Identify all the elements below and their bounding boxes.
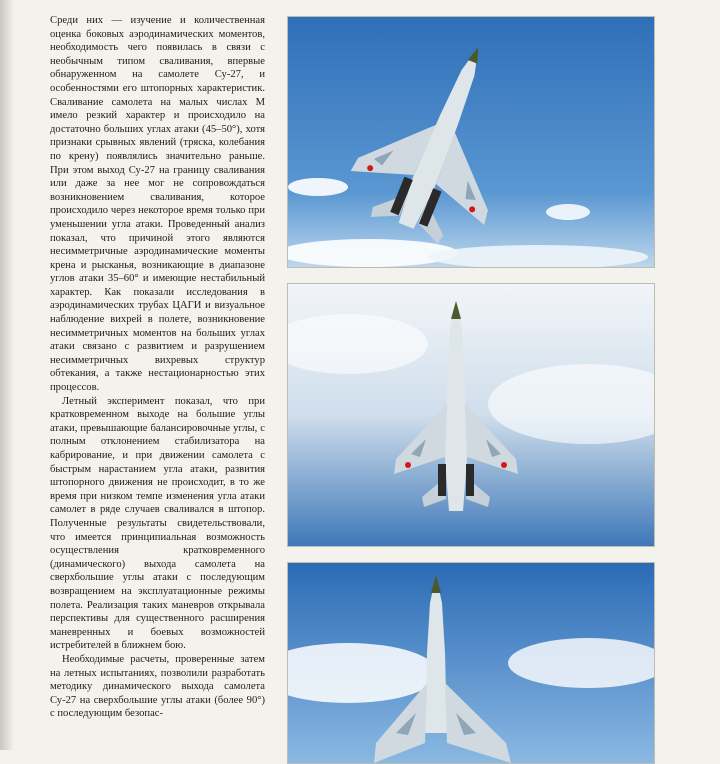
paragraph-1: Среди них — изучение и количественная оценка боковых аэродинамических моментов, необходимость чего появилась в связи с необычным типом сваливания, впервые обнаруженном на самолете Су-27, и особенностями его штопорных характеристик. Сваливание самолета на малых числах М имело резкий характер и происходило на достаточно больших углах атаки (45–50°), хотя признаки срывных явлений (тряска, колебания по крену) появлялись значительно раньше. При этом выход Су-27 на границу сваливания или даже за нее мог не сопровождаться возникновением сваливания, которое происходило через некоторое время только при уменьшении угла атаки. Проведенный анализ показал, что причиной этого являются несимметричные аэродинамические моменты крена и рысканья, возникающие в диапазоне углов атаки 35–60° и имеющие нестабильный характер. Как показали исследования в аэродинамических трубах ЦАГИ и визуальное наблюдение вихрей в полете, возникновение несимметричных моментов на больших углах атаки связано с развитием и разрушением несимметричных вихревых структур обтекания, а также нестационарностью этих процессов. (50, 15, 265, 394)
su27-photo-2 (287, 283, 655, 547)
paragraph-2: Летный эксперимент показал, что при кратковременном выходе на большие углы атаки, превышающие балансировочные углы, с полным отклонением стабилизатора на кабрирование, и при движении самолета с быстрым нарастанием угла атаки, развития штопорного движения не происходит, в то же время при низком темпе изменения угла атаки самолет в ряде случаев сваливался в штопор. Полученные результаты свидетельствовали, что имеется принципиальная возможность осуществления кратковременного (динамического) выхода самолета на сверхбольшие углы атаки с последующим возвращением на эксплуатационные режимы полета. Реализация таких маневров открывала перспективы для существенного расширения маневренных и боевых возможностей истребителей в ближнем бою. (50, 395, 265, 652)
su27-photo-3 (287, 562, 655, 764)
article-text-column (50, 14, 265, 721)
su27-aircraft-photo-3-icon (288, 563, 654, 763)
page-spine-shadow (0, 0, 14, 750)
su27-aircraft-photo-1-icon (288, 17, 654, 267)
su27-aircraft-photo-2-icon (288, 284, 654, 546)
paragraph-3: Необходимые расчеты, проверенные затем на летных испытаниях, позволили разработать методику динамического выхода самолета Су-27 на сверхбольшие углы атаки (более 90°) с последующим безопас- (50, 653, 265, 720)
su27-photo-1 (287, 16, 655, 268)
